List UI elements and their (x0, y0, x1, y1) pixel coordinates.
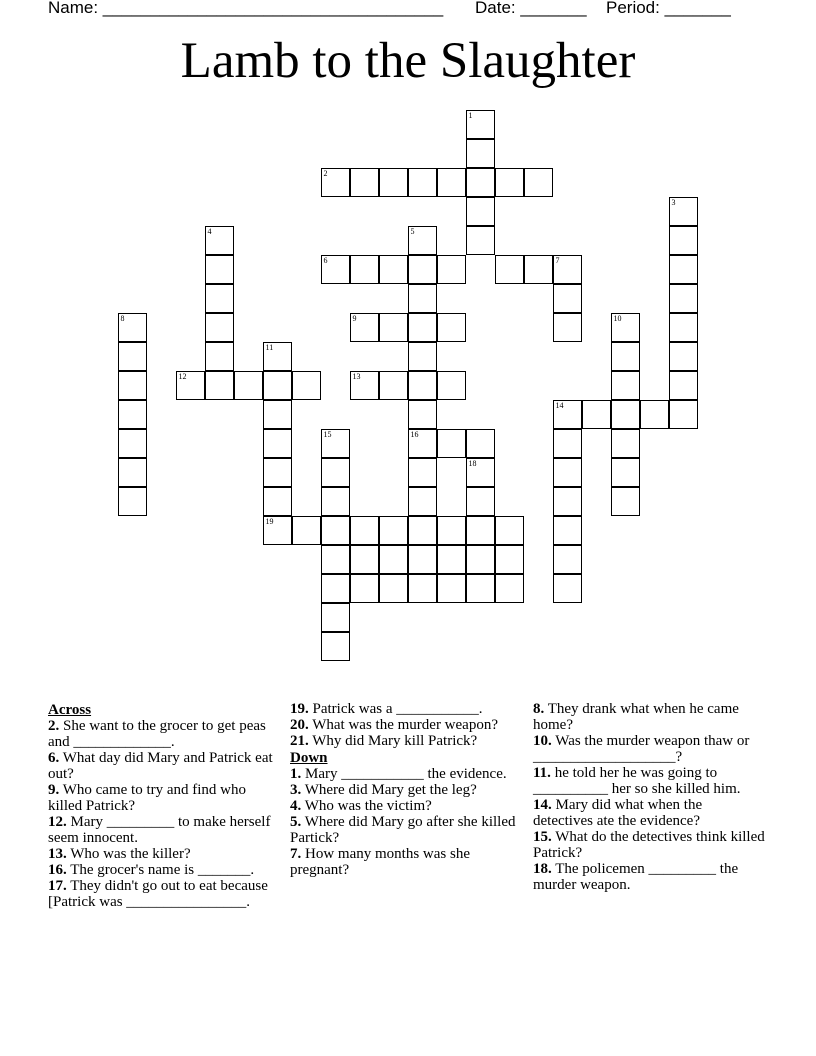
clue-down-11: 11. he told her he was going to __________ her so she killed him. (533, 765, 741, 797)
clue-number: 11 (265, 343, 274, 352)
grid-cell[interactable] (408, 400, 437, 429)
grid-cell[interactable] (321, 458, 350, 487)
clue-down-14: 14. Mary did what when the detectives ate the evidence? (533, 797, 703, 829)
grid-cell[interactable] (205, 313, 234, 342)
grid-cell[interactable] (495, 255, 524, 284)
grid-cell[interactable] (118, 313, 147, 342)
grid-cell[interactable] (669, 400, 698, 429)
clue-number: 14 (555, 401, 564, 410)
clue-number: 4 (207, 227, 212, 236)
clue-number: 7 (555, 256, 560, 265)
clue-number: 9 (352, 314, 357, 323)
grid-cell[interactable] (553, 313, 582, 342)
grid-cell[interactable] (553, 284, 582, 313)
grid-cell[interactable] (379, 516, 408, 545)
grid-cell[interactable] (437, 313, 466, 342)
grid-cell[interactable] (466, 574, 495, 603)
clue-down-5: 5. Where did Mary go after she killed Partick? (290, 814, 516, 846)
clue-number: 18 (468, 459, 477, 468)
grid-cell[interactable] (408, 313, 437, 342)
grid-cell[interactable] (408, 371, 437, 400)
grid-cell[interactable] (350, 255, 379, 284)
grid-cell[interactable] (292, 516, 321, 545)
grid-cell[interactable] (263, 429, 292, 458)
clue-number: 3 (671, 198, 676, 207)
grid-cell[interactable] (408, 168, 437, 197)
grid-cell[interactable] (350, 545, 379, 574)
clue-across-17: 17. They didn't go out to eat because [Patrick was ________________. (48, 878, 268, 910)
grid-cell[interactable] (321, 632, 350, 661)
clues-column-1 (48, 701, 280, 910)
grid-cell[interactable] (408, 516, 437, 545)
grid-cell[interactable] (669, 284, 698, 313)
grid-cell[interactable] (321, 429, 350, 458)
clue-across-6: 6. What day did Mary and Patrick eat out? (48, 750, 273, 782)
clue-down-10: 10. Was the murder weapon thaw or ___________________? (533, 733, 750, 765)
clue-across-19: 19. Patrick was a ___________. (290, 701, 483, 717)
clue-across-12: 12. Mary _________ to make herself seem innocent. (48, 814, 271, 846)
clue-down-4: 4. Who was the victim? (290, 798, 432, 814)
clue-number: 12 (178, 372, 187, 381)
grid-cell[interactable] (408, 226, 437, 255)
grid-cell[interactable] (408, 342, 437, 371)
grid-cell[interactable] (379, 313, 408, 342)
grid-cell[interactable] (263, 400, 292, 429)
clue-number: 5 (410, 227, 415, 236)
grid-cell[interactable] (408, 429, 437, 458)
clue-number: 6 (323, 256, 328, 265)
clue-number: 8 (120, 314, 125, 323)
grid-cell[interactable] (118, 342, 147, 371)
grid-cell[interactable] (350, 168, 379, 197)
grid-cell[interactable] (669, 313, 698, 342)
grid-cell[interactable] (437, 545, 466, 574)
grid-cell[interactable] (379, 545, 408, 574)
grid-cell[interactable] (321, 603, 350, 632)
grid-cell[interactable] (611, 342, 640, 371)
clue-down-15: 15. What do the detectives think killed Patrick? (533, 829, 765, 861)
clue-number: 10 (613, 314, 622, 323)
down-heading: Down (290, 750, 328, 766)
grid-cell[interactable] (408, 487, 437, 516)
grid-cell[interactable] (611, 487, 640, 516)
grid-cell[interactable] (321, 574, 350, 603)
grid-cell[interactable] (321, 516, 350, 545)
clue-number: 1 (468, 111, 473, 120)
grid-cell[interactable] (495, 574, 524, 603)
grid-cell[interactable] (495, 516, 524, 545)
grid-cell[interactable] (466, 429, 495, 458)
grid-cell[interactable] (118, 371, 147, 400)
grid-cell[interactable] (176, 371, 205, 400)
clue-across-2: 2. She want to the grocer to get peas and _____________. (48, 718, 266, 750)
grid-cell[interactable] (263, 371, 292, 400)
clue-down-3: 3. Where did Mary get the leg? (290, 782, 477, 798)
date-field-label: Date: _______ (475, 0, 587, 17)
clue-number: 19 (265, 517, 274, 526)
grid-cell[interactable] (611, 313, 640, 342)
grid-cell[interactable] (466, 458, 495, 487)
grid-cell[interactable] (437, 255, 466, 284)
period-field-label: Period: _______ (606, 0, 731, 17)
grid-cell[interactable] (263, 458, 292, 487)
grid-cell[interactable] (495, 168, 524, 197)
grid-cell[interactable] (495, 545, 524, 574)
grid-cell[interactable] (669, 371, 698, 400)
clue-number: 16 (410, 430, 419, 439)
clue-number: 2 (323, 169, 328, 178)
grid-cell[interactable] (466, 168, 495, 197)
grid-cell[interactable] (553, 255, 582, 284)
grid-cell[interactable] (263, 342, 292, 371)
name-field-label: Name: ____________________________________ (48, 0, 444, 17)
clue-across-16: 16. The grocer's name is _______. (48, 862, 255, 878)
grid-cell[interactable] (553, 429, 582, 458)
grid-cell[interactable] (437, 574, 466, 603)
grid-cell[interactable] (669, 255, 698, 284)
grid-cell[interactable] (118, 487, 147, 516)
grid-cell[interactable] (379, 255, 408, 284)
grid-cell[interactable] (611, 371, 640, 400)
clue-across-9: 9. Who came to try and find who killed Patrick? (48, 782, 247, 814)
grid-cell[interactable] (350, 313, 379, 342)
clue-down-18: 18. The policemen _________ the murder weapon. (533, 861, 739, 893)
grid-cell[interactable] (205, 255, 234, 284)
clues-column-2 (290, 701, 522, 878)
grid-cell[interactable] (118, 400, 147, 429)
grid-cell[interactable] (321, 545, 350, 574)
grid-cell[interactable] (640, 400, 669, 429)
page-title: Lamb to the Slaughter (180, 33, 636, 89)
across-heading: Across (48, 702, 92, 718)
clue-across-21: 21. Why did Mary kill Patrick? (290, 733, 478, 749)
grid-cell[interactable] (524, 255, 553, 284)
grid-cell[interactable] (408, 574, 437, 603)
grid-cell[interactable] (611, 458, 640, 487)
grid-cell[interactable] (379, 574, 408, 603)
grid-cell[interactable] (408, 458, 437, 487)
clues-column-3 (533, 701, 765, 893)
grid-cell[interactable] (611, 400, 640, 429)
clue-number: 13 (352, 372, 361, 381)
grid-cell[interactable] (437, 371, 466, 400)
grid-cell[interactable] (611, 429, 640, 458)
grid-cell[interactable] (582, 400, 611, 429)
grid-cell[interactable] (292, 371, 321, 400)
grid-cell[interactable] (466, 197, 495, 226)
grid-cell[interactable] (553, 487, 582, 516)
grid-cell[interactable] (437, 429, 466, 458)
grid-cell[interactable] (553, 400, 582, 429)
grid-cell[interactable] (263, 516, 292, 545)
clue-across-20: 20. What was the murder weapon? (290, 717, 498, 733)
clue-down-7: 7. How many months was she pregnant? (290, 846, 470, 878)
grid-cell[interactable] (408, 284, 437, 313)
clue-down-1: 1. Mary ___________ the evidence. (290, 766, 507, 782)
grid-cell[interactable] (669, 342, 698, 371)
grid-cell[interactable] (350, 574, 379, 603)
grid-cell[interactable] (205, 371, 234, 400)
grid-cell[interactable] (205, 284, 234, 313)
grid-cell[interactable] (524, 168, 553, 197)
grid-cell[interactable] (263, 487, 292, 516)
grid-cell[interactable] (553, 545, 582, 574)
grid-cell[interactable] (118, 458, 147, 487)
grid-cell[interactable] (321, 255, 350, 284)
clue-down-8: 8. They drank what when he came home? (533, 701, 739, 733)
grid-cell[interactable] (350, 516, 379, 545)
grid-cell[interactable] (466, 545, 495, 574)
grid-cell[interactable] (437, 516, 466, 545)
grid-cell[interactable] (350, 371, 379, 400)
grid-cell[interactable] (466, 139, 495, 168)
grid-cell[interactable] (437, 168, 466, 197)
grid-cell[interactable] (669, 197, 698, 226)
grid-cell[interactable] (205, 342, 234, 371)
grid-cell[interactable] (118, 429, 147, 458)
grid-cell[interactable] (408, 255, 437, 284)
clue-number: 15 (323, 430, 332, 439)
grid-cell[interactable] (321, 168, 350, 197)
grid-cell[interactable] (466, 487, 495, 516)
grid-cell[interactable] (466, 226, 495, 255)
grid-cell[interactable] (205, 226, 234, 255)
grid-cell[interactable] (321, 487, 350, 516)
grid-cell[interactable] (234, 371, 263, 400)
grid-cell[interactable] (466, 110, 495, 139)
grid-cell[interactable] (379, 168, 408, 197)
clue-across-13: 13. Who was the killer? (48, 846, 191, 862)
grid-cell[interactable] (466, 516, 495, 545)
grid-cell[interactable] (553, 574, 582, 603)
grid-cell[interactable] (553, 458, 582, 487)
grid-cell[interactable] (669, 226, 698, 255)
grid-cell[interactable] (379, 371, 408, 400)
grid-cell[interactable] (408, 545, 437, 574)
grid-cell[interactable] (553, 516, 582, 545)
